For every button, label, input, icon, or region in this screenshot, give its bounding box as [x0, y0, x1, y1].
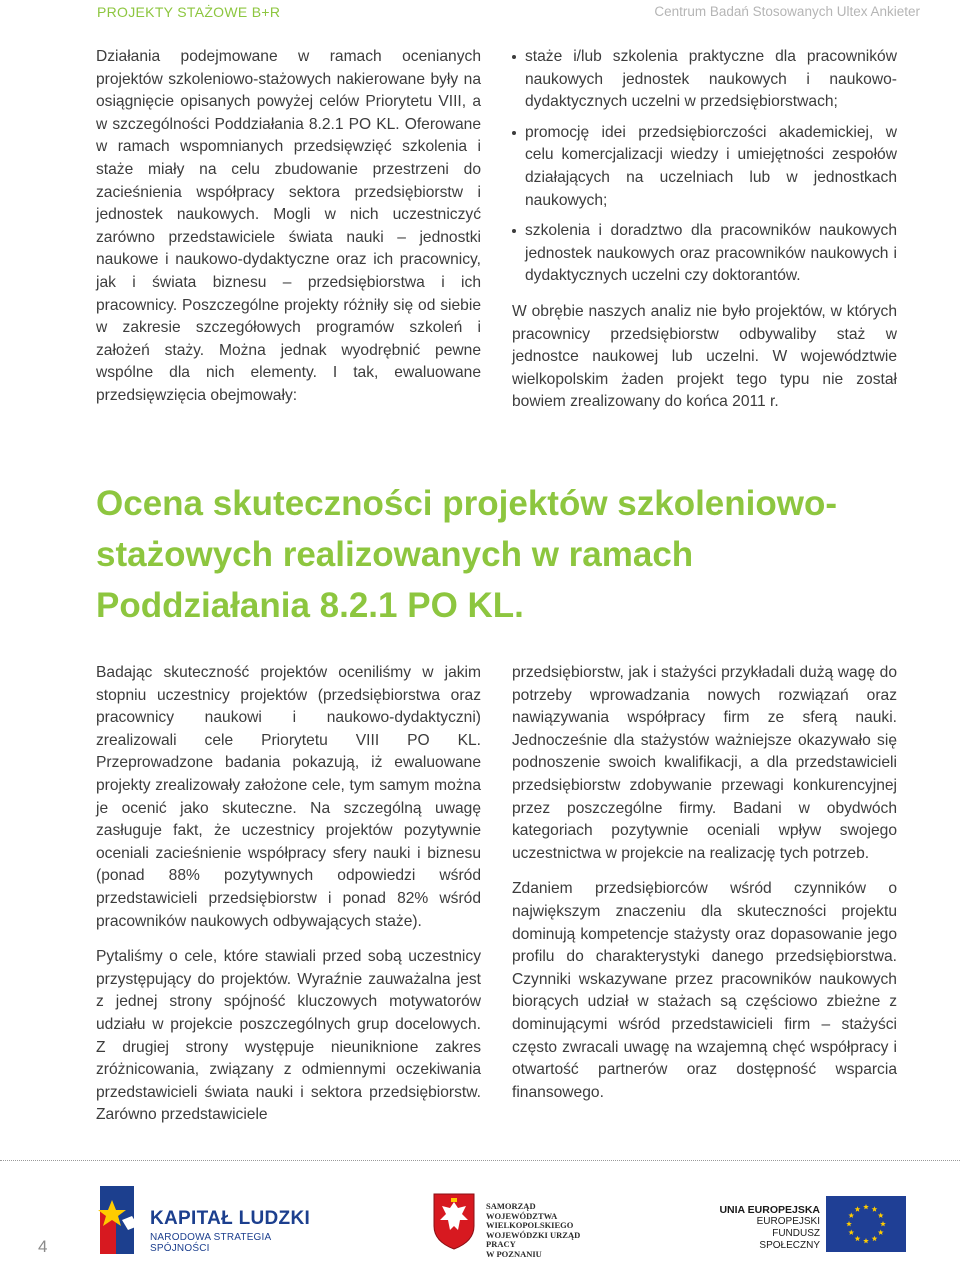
section-heading: Ocena skuteczności projektów szkoleniowo-stażowych realizowanych w ramach Poddziałania 8.2.1 PO KL. — [96, 484, 838, 625]
paragraph: W obrębie naszych analiz nie było projektów, w których pracownicy przedsiębiorstw odbywaliby staż w jednostce naukowej lub uczelni. W województwie wielkopolskim żaden projekt tego typu nie został bowiem zrealizowany do końca 2011 r. — [512, 302, 897, 411]
list-item: staże i/lub szkolenia praktyczne dla pracowników naukowych jednostek naukowych i naukowo-dydaktycznych uczelni w przedsiębiorstwach; — [512, 46, 897, 114]
list-item: promocję idei przedsiębiorczości akademickiej, w celu komercjalizacji wiedzy i umiejętności zespołów działających na uczelniach lub w jednostkach naukowych; — [512, 122, 897, 212]
paragraph: przedsiębiorstw, jak i stażyści przykładali dużą wagę do potrzeby wprowadzania nowych rozwiązań oraz nawiązywania współpracy firm ze sferą nauki. Jednocześnie dla stażystów ważniejsze okazywało się podnoszenie swoich kwalifikacji, a dla przedstawicieli przedsiębiorstw zdobywanie przewagi konkurencyjnej przez poszczególne firmy. Badani w obydwóch kategoriach pozytywnie oceniali wpływ swojego uczestnictwa w projekcie na realizację tych potrzeb. — [512, 664, 897, 862]
paragraph: Pytaliśmy o cele, które stawiali przed sobą uczestnicy przystępujący do projektów. Wyraźnie zauważalna jest z jednej strony spójność kluczowych motywatorów udziału w projekcie poszczególnych grup docelowych. Z drugiej strony występuje nieuniknione zakres zróżnicowania, związany z odmiennymi oczekiwania przedstawicieli świata nauki i sektora przedsiębiorstw. Zarówno przedstawiciele — [96, 948, 481, 1124]
samorzad-line: WIELKOPOLSKIEGO — [486, 1220, 574, 1230]
paragraph: Badając skuteczność projektów oceniliśmy w jakim stopniu uczestnicy projektów (przedsiębiorstwa oraz pracownicy naukowi i naukowo-dydaktyczni) zrealizowali cele Priorytetu VIII PO KL. Przeprowadzone badania pokazują, iż ewaluowane projekty zrealizowały założone cele, tym samym można je ocenić jako skuteczne. Na szczególną uwagę zasługuje fakt, że uczestnicy projektów pozytywnie oceniali zacieśnienie współpracy sfery nauki i biznesu (ponad 88% pozytywnych odpowiedzi wśród przedstawicieli przedsiębiorstw i ponad 82% wśród pracowników naukowych odbywających staże). — [96, 664, 481, 930]
eu-title: UNIA EUROPEJSKA — [719, 1204, 820, 1216]
text-column-1 — [96, 46, 481, 421]
bullet-list — [512, 46, 897, 288]
kapital-ludzki-title: KAPITAŁ LUDZKI — [150, 1208, 311, 1229]
wielkopolska-eagle-crest-icon — [432, 1192, 476, 1250]
samorzad-line: SAMORZĄD WOJEWÓDZTWA — [486, 1201, 558, 1221]
footer-divider — [0, 1160, 960, 1161]
eu-line: EUROPEJSKI — [756, 1216, 820, 1227]
eu-logo — [716, 1196, 906, 1256]
samorzad-line: WOJEWÓDZKI URZĄD PRACY — [486, 1229, 581, 1249]
eu-text — [716, 1204, 820, 1252]
kapital-ludzki-subtitle: NARODOWA STRATEGIA SPÓJNOŚCI — [150, 1232, 271, 1254]
text-column-4 — [512, 662, 897, 1117]
header-section-title: PROJEKTY STAŻOWE B+R — [97, 4, 281, 20]
text-column-2 — [512, 46, 897, 427]
text-column-3 — [96, 662, 481, 1140]
kapital-ludzki-logo-icon — [92, 1180, 144, 1260]
page-number: 4 — [38, 1237, 48, 1256]
eu-line: FUNDUSZ SPOŁECZNY — [759, 1228, 820, 1251]
samorzad-line: W POZNANIU — [486, 1248, 542, 1259]
kapital-ludzki-logo — [92, 1180, 322, 1260]
eu-flag-icon — [826, 1196, 906, 1252]
samorzad-logo — [432, 1192, 602, 1262]
header-publisher: Centrum Badań Stosowanych Ultex Ankieter — [654, 4, 920, 19]
paragraph: Zdaniem przedsiębiorców wśród czynników o największym znaczeniu dla skuteczności projektu dominują kompetencje stażysty oraz dopasowanie jego profilu do charakterystyki danego przedsiębiorstwa. Czynniki wskazywane przez pracowników naukowych biorących udział w stażach są częściowo zbieżne z dominującymi wśród przedstawicieli firm – stażyści często zwracali uwagę na wzajemną chęć współpracy i otwartość partnerów oraz dostępność wsparcia finansowego. — [512, 880, 897, 1101]
samorzad-text — [486, 1202, 602, 1259]
list-item: szkolenia i doradztwo dla pracowników naukowych jednostek naukowych oraz pracowników naukowych i dydaktycznych uczelni czy doktorantów. — [512, 220, 897, 288]
paragraph: Działania podejmowane w ramach ocenianych projektów szkoleniowo-stażowych nakierowane były na osiągnięcie opisanych powyżej celów Priorytetu VIII, a w szczególności Poddziałania 8.2.1 PO KL. Oferowane w ramach wspomnianych przedsięwzięć szkolenia i staże miały na celu zbudowanie przestrzeni do zacieśnienia współpracy sektora przedsiębiorstw i jednostek naukowych. Mogli w nich uczestniczyć zarówno przedstawiciele świata nauki – jednostki naukowe i naukowo-dydaktyczne oraz ich pracownicy, jak i świata biznesu – przedsiębiorstwa i ich pracownicy. Poszczególne projekty różniły się od siebie w zakresie szczegółowych programów szkoleń i założeń staży. Można jednak wyodrębnić pewne wspólne dla nich elementy. I tak, ewaluowane przedsięwzięcia obejmowały: — [96, 48, 481, 404]
